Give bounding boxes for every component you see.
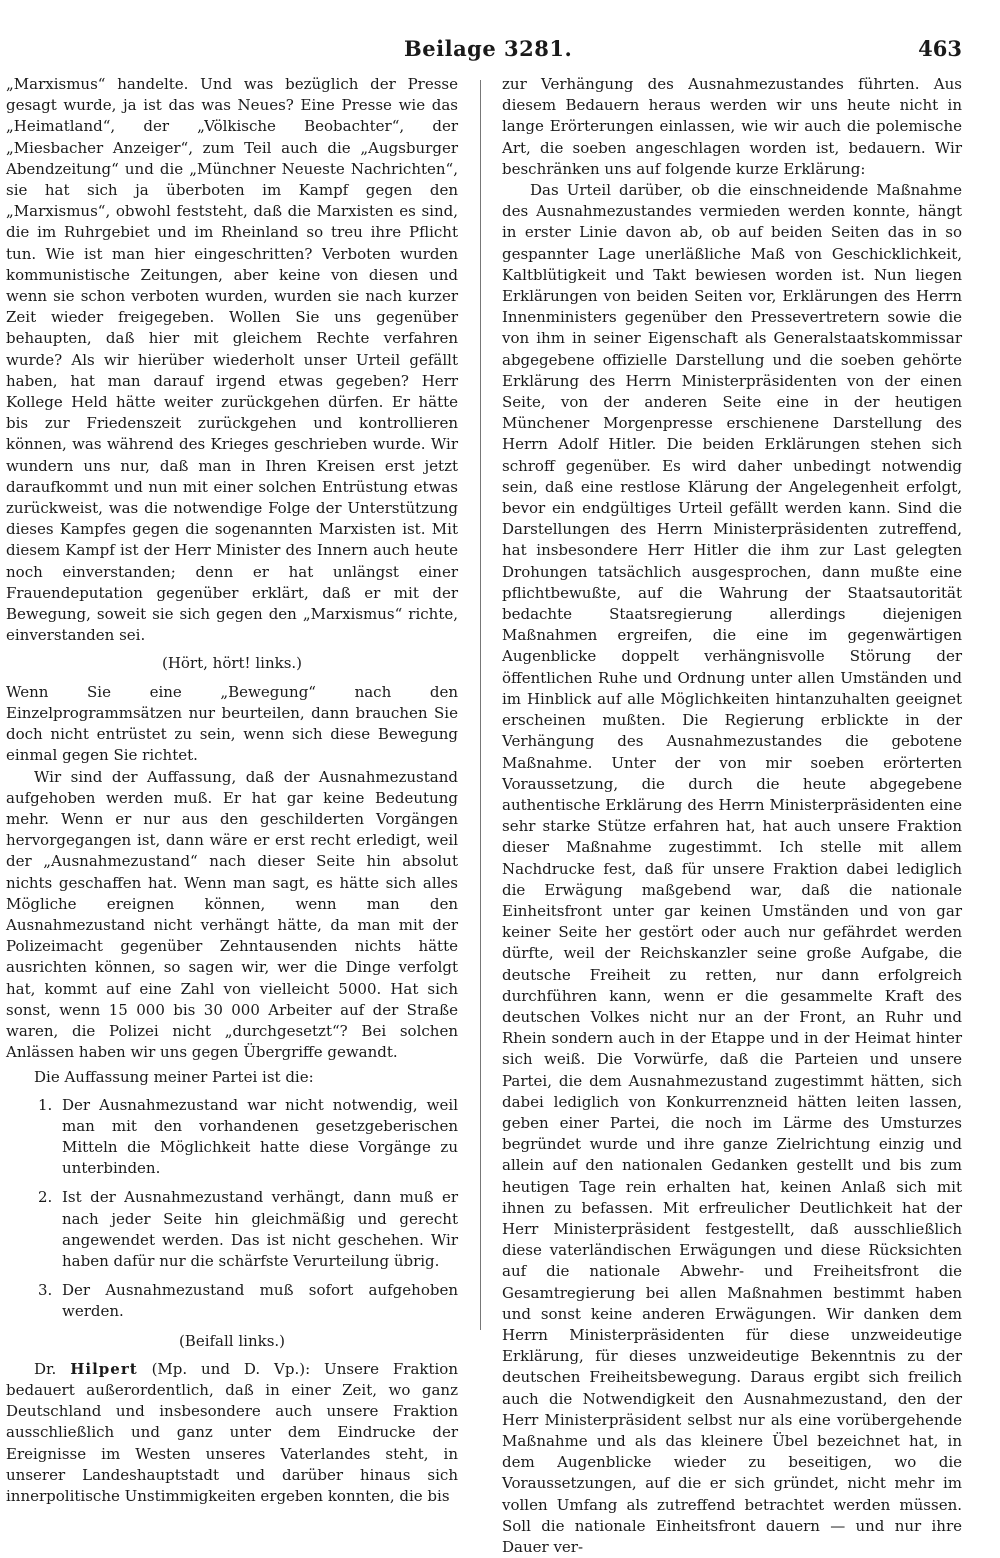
paragraph: Wir sind der Auffassung, daß der Ausnahmezustand aufgehoben werden muß. Er hat gar keine Bedeutung mehr. Wenn er nur aus den geschilderten Vorgängen hervorgegangen ist, dann wäre er erst recht erledigt, weil der „Ausnahmezustand“ nach dieser Seite hin absolut nichts geschaffen hat. Wenn man sagt, es hätte sich alles Mögliche ereignen können, wenn man den Ausnahmezustand nicht verhängt hätte, da man mit der Polizeimacht gegenüber Zehntausenden nichts hätte ausrichten können, so sagen wir, wer die Dinge verfolgt hat, kommt auf eine Zahl von vielleicht 5000. Hat sich sonst, wenn 15 000 bis 30 000 Arbeiter auf der Straße waren, die Polizei nicht „durchgesetzt“? Bei solchen Anlässen haben wir uns gegen Übergriffe gewandt. (6, 767, 458, 1062)
list-number: 2. (38, 1188, 53, 1207)
list-text: Der Ausnahmezustand war nicht notwendig, weil man mit den vorhandenen gesetzgeberischen Mitteln die Möglichkeit hatte diese Vorgänge zu unterbinden. (62, 1095, 458, 1178)
speaker-party: (Mp. und D. Vp.): (151, 1359, 311, 1378)
interjection: (Hört, hört! links.) (161, 654, 303, 673)
column-divider (480, 80, 481, 1330)
speaker-name: Hilpert (70, 1359, 138, 1378)
list-number: 3. (38, 1281, 53, 1300)
speech-text: Unsere Fraktion bedauert außerordentlich, daß in einer Zeit, wo ganz Deutschland und insbesondere auch unsere Fraktion ausschließlich und ganz unter dem Eindrucke der Ereignisse im Westen unseres Vaterlandes steht, in unserer Landeshauptstadt und darüber hinaus sich innerpolitische Unstimmigkeiten ergeben konnten, die bis (6, 1359, 458, 1505)
speaker-prefix: Dr. (34, 1359, 57, 1378)
paragraph: zur Verhängung des Ausnahmezustandes führten. Aus diesem Bedauern heraus werden wir uns heute nicht in lange Erörterungen einlassen, wie wir auch die polemische Art, die soeben angeschlagen worden ist, bedauern. Wir beschränken uns auf folgende kurze Erklärung: (502, 75, 962, 178)
list-intro: Die Auffassung meiner Partei ist die: (34, 1068, 314, 1087)
paragraph: Wenn Sie eine „Bewegung“ nach den Einzelprogrammsätzen nur beurteilen, dann brauchen Sie doch nicht entrüstet zu sein, wenn sich diese Bewegung einmal gegen Sie richtet. (6, 682, 458, 765)
numbered-list (6, 1095, 458, 1323)
list-item (6, 1095, 458, 1180)
right-column (502, 74, 962, 1558)
page-title: Beilage 3281. (404, 36, 573, 61)
interjection: (Beifall links.) (178, 1331, 286, 1350)
list-number: 1. (38, 1095, 53, 1114)
paragraph: Das Urteil darüber, ob die einschneidende Maßnahme des Ausnahmezustandes vermieden werden konnte, hängt in erster Linie davon ab, ob auf beiden Seiten das in so gespannter Lage unerläßliche Maß von Geschicklichkeit, Kaltblütigkeit und Takt bewiesen worden ist. Nun liegen Erklärungen von beiden Seiten vor, Erklärungen des Herrn Innenministers gegenüber den Pressevertretern sowie die von ihm in seiner Eigenschaft als Generalstaatskommissar abgegebene offizielle Darstellung und die soeben gehörte Erklärung des Herrn Ministerpräsidenten von der einen Seite, von der anderen Seite eine in der heutigen Münchener Morgenpresse erschienene Darstellung des Herrn Adolf Hitler. Die beiden Erklärungen stehen sich schroff gegenüber. Es wird daher unbedingt notwendig sein, daß eine restlose Klärung der Angelegenheit erfolgt, bevor ein endgültiges Urteil gefällt werden kann. Sind die Darstellungen des Herrn Ministerpräsidenten zutreffend, hat insbesondere Herr Hitler die ihm zur Last gelegten Drohungen tatsächlich ausgesprochen, dann mußte eine pflichtbewußte, auf die Wahrung der Staatsautorität bedachte Staatsregierung allerdings diejenigen Maßnahmen ergreifen, die eine im gegenwärtigen Augenblicke doppelt verhängnisvolle Störung der öffentlichen Ruhe und Ordnung unter allen Umständen und im Hinblick auf alle Möglichkeiten hintanzuhalten geeignet erscheinen mußten. Die Regierung erblickte in der Verhängung des Ausnahmezustandes die gebotene Maßnahme. Unter der von mir soeben erörterten Voraussetzung, die durch die heute abgegebene authentische Erklärung des Herrn Ministerpräsidenten eine sehr starke Stütze erfahren hat, hat auch unsere Fraktion dieser Maßnahme zugestimmt. Ich stelle mit allem Nachdrucke fest, daß für unsere Fraktion dabei lediglich die Erwägung maßgebend war, daß die nationale Einheitsfront unter gar keinen Umständen und von gar keiner Seite her gestört oder auch nur gefährdet werden dürfte, weil der Reichskanzler seine große Aufgabe, die deutsche Freiheit zu retten, nur dann erfolgreich durchführen kann, wenn er die gesammelte Kraft des deutschen Volkes nicht nur an der Front, an Ruhr und Rhein sondern auch in der Etappe und in der Heimat hinter sich weiß. Die Vorwürfe, daß die Parteien und unsere Partei, die dem Ausnahmezustand zugestimmt hätten, sich dabei lediglich von Konkurrenzneid hätten leiten lassen, geben einer Partei, die noch im Lärme des Umsturzes begründet wurde und ihre ganze Zielrichtung einzig und allein auf den nationalen Gedanken gestellt und bis zum heutigen Tage rein erhalten hat, keinen Anlaß sich mit ihnen zu befassen. Mit erfreulicher Deutlichkeit hat der Herr Ministerpräsident festgestellt, daß ausschließlich diese vaterländischen Erwägungen und diese Rücksichten auf die nationale Abwehr- und Freiheitsfront die Gesamtregierung bei allen Maßnahmen bestimmt haben und sonst keine anderen Erwägungen. Wir danken dem Herrn Ministerpräsidenten für diese unzweideutige Erklärung, für dieses unzweideutige Bekenntnis zu der deutschen Freiheitsbewegung. Daraus ergibt sich freilich auch die Notwendigkeit den Ausnahmezustand, den der Herr Ministerpräsident selbst nur als eine vorübergehende Maßnahme und als das kleinere Übel bezeichnet hat, in dem Augenblicke wieder zu beseitigen, wo die Voraussetzungen, auf die er sich gründet, nicht mehr im vollen Umfang als zutreffend betrachtet werden müssen. Soll die nationale Einheitsfront dauern — und nur ihre Dauer ver- (502, 181, 962, 1557)
list-text: Der Ausnahmezustand muß sofort aufgehoben werden. (62, 1281, 458, 1321)
left-column (6, 74, 458, 1507)
page-number: 463 (918, 36, 962, 61)
speaker-paragraph (6, 1359, 458, 1507)
paragraph: „Marxismus“ handelte. Und was bezüglich der Presse gesagt wurde, ja ist das was Neues? Eine Presse wie das „Heimatland“, der „Völkische Beobachter“, der „Miesbacher Anzeiger“, zum Teil auch die „Augsburger Abendzeitung“ und die „Münchner Neueste Nachrichten“, sie hat sich ja überboten im Kampf gegen den „Marxismus“, obwohl feststeht, daß die Marxisten es sind, die im Ruhrgebiet und im Rheinland so treu ihre Pflicht tun. Wie ist man hier eingeschritten? Verboten wurden kommunistische Zeitungen, aber keine von diesen und wenn sie schon verboten wurden, wurden sie nach kurzer Zeit wieder freigegeben. Wollen Sie uns gegenüber behaupten, daß hier mit gleichem Rechte verfahren wurde? Als wir hierüber wiederholt unser Urteil gefällt haben, hat man darauf irgend etwas gegeben? Herr Kollege Held hätte weiter zurückgehen dürfen. Er hätte bis zur Friedenszeit zurückgehen und kontrollieren können, was während des Krieges geschrieben wurde. Wir wundern uns nur, daß man in Ihren Kreisen erst jetzt daraufkommt und nun mit einer solchen Entrüstung etwas zurückweist, was die notwendige Folge der Unterstützung dieses Kampfes gegen die sogenannten Marxisten ist. Mit diesem Kampf ist der Herr Minister des Innern auch heute noch einverstanden; denn er hat unlängst einer Frauendeputation gegenüber erklärt, daß er mit der Bewegung, soweit sie sich gegen den „Marxismus“ richte, einverstanden sei. (6, 75, 458, 645)
list-item (6, 1280, 458, 1322)
page-header (0, 36, 1000, 68)
list-item (6, 1187, 458, 1272)
list-text: Ist der Ausnahmezustand verhängt, dann muß er nach jeder Seite hin gleichmäßig und gerecht angewendet werden. Das ist nicht geschehen. Wir haben dafür nur die schärfste Verurteilung übrig. (62, 1188, 458, 1270)
